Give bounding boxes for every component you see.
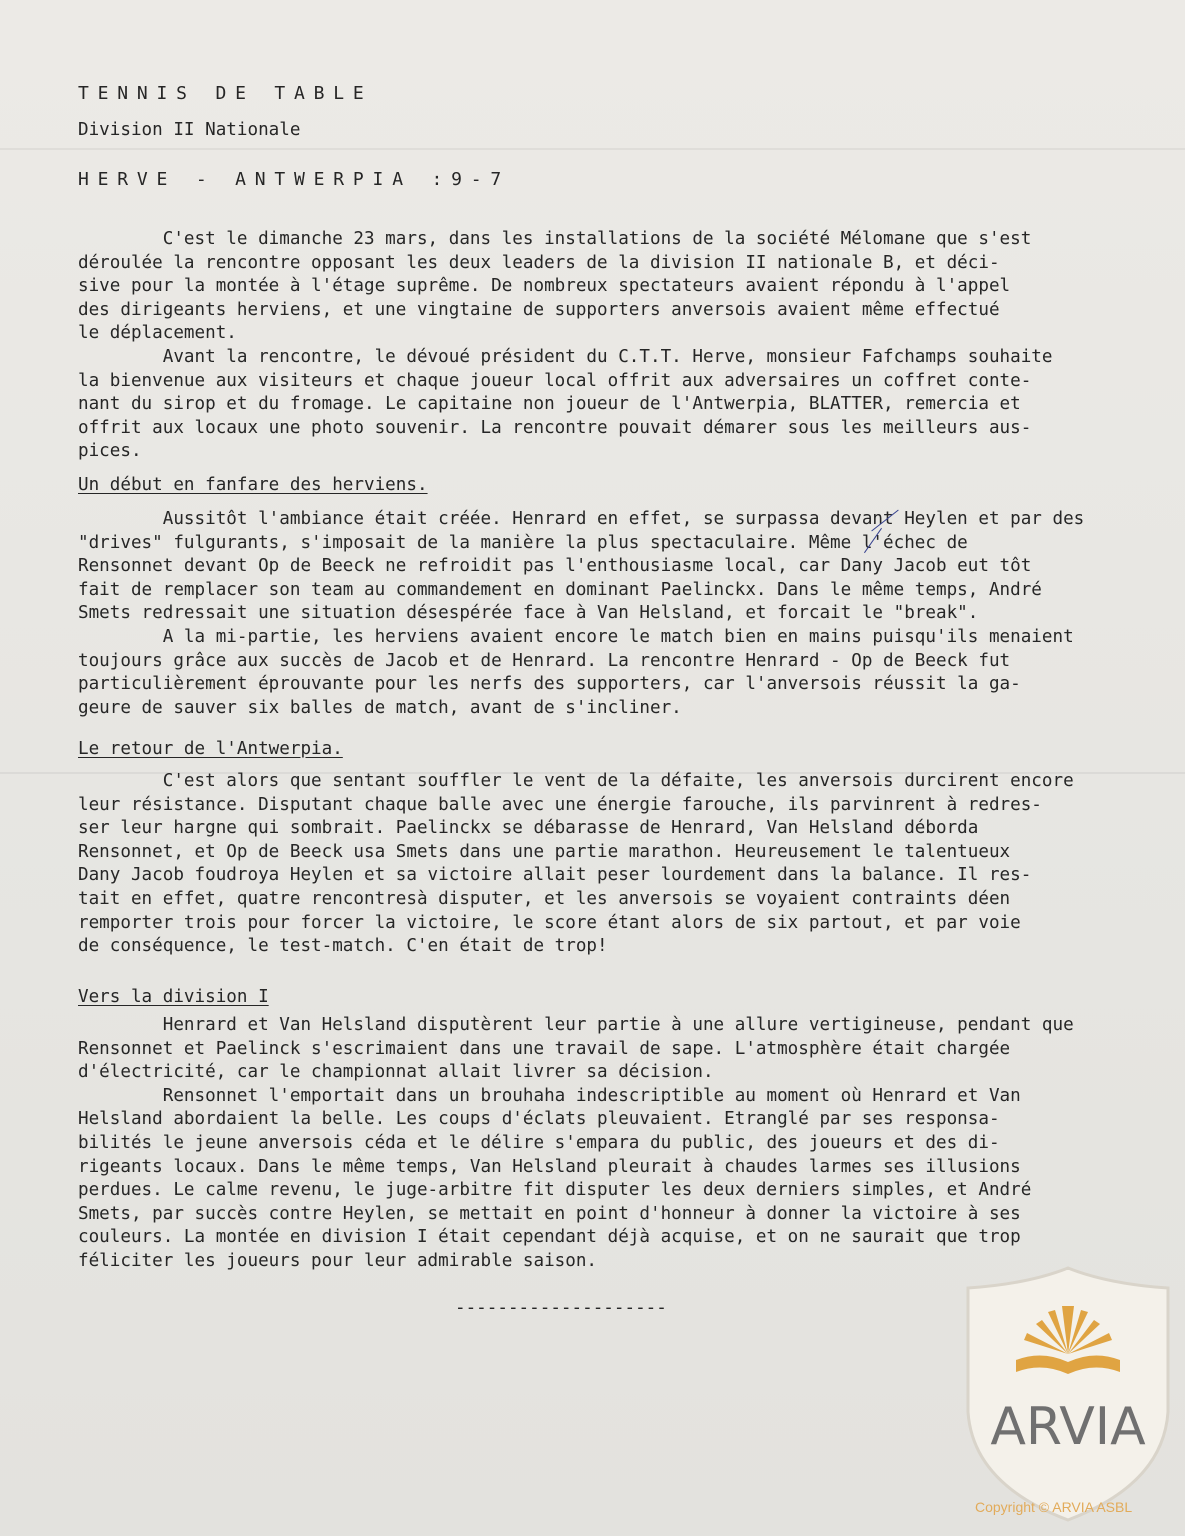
logo-text: ARVIA bbox=[990, 1397, 1146, 1457]
text-line: pices. bbox=[78, 441, 142, 462]
text-line: perdues. Le calme revenu, le juge-arbitre fit disputer les deux derniers simples, et André bbox=[78, 1180, 1032, 1201]
text-line: fait de remplacer son team au commandement en dominant Paelinckx. Dans le même temps, André bbox=[78, 579, 1042, 600]
text-line: offrit aux locaux une photo souvenir. La rencontre pouvait démarer sous les meilleurs aus- bbox=[78, 417, 1032, 438]
text-line: de conséquence, le test-match. C'en était de trop! bbox=[78, 936, 608, 957]
text-line: geure de sauver six balles de match, avant de s'incliner. bbox=[78, 697, 682, 718]
text-line: Rensonnet devant Op de Beeck ne refroidit pas l'enthousiasme local, car Dany Jacob eut tôt bbox=[78, 556, 1032, 577]
text-line: Smets, par succès contre Heylen, se mettait en point d'honneur à donner la victoire à ses bbox=[78, 1203, 1021, 1224]
text-line: le déplacement. bbox=[78, 323, 237, 344]
text-line: des dirigeants herviens, et une vingtaine de supporters anversois avaient même effectué bbox=[78, 299, 1000, 320]
text-line: féliciter les joueurs pour leur admirable saison. bbox=[78, 1250, 598, 1271]
text-line: la bienvenue aux visiteurs et chaque joueur local offrit aux adversaires un coffret conte- bbox=[78, 370, 1032, 391]
copyright-notice: Copyright © ARVIA ASBL bbox=[975, 1499, 1133, 1515]
arvia-watermark-logo bbox=[958, 1262, 1178, 1524]
text-line: Rensonnet et Paelinck s'escrimaient dans une travail de sape. L'atmosphère était chargée bbox=[78, 1038, 1011, 1059]
text-line: Smets redressait une situation désespérée face à Van Helsland, et forcait le "break". bbox=[78, 603, 979, 624]
document-heading: TENNIS DE TABLE bbox=[78, 83, 373, 104]
section-heading: Le retour de l'Antwerpia. bbox=[78, 739, 343, 759]
text-line: "drives" fulgurants, s'imposait de la manière la plus spectaculaire. Même l'échec de bbox=[78, 532, 968, 553]
text-line: leur résistance. Disputant chaque balle avec une énergie farouche, ils parvinrent à redres- bbox=[78, 794, 1042, 815]
intro-paragraphs bbox=[78, 228, 1053, 464]
text-line: A la mi-partie, les herviens avaient encore le match bien en mains puisqu'ils menaient bbox=[78, 626, 1074, 647]
text-line: C'est le dimanche 23 mars, dans les installations de la société Mélomane que s'est bbox=[78, 229, 1032, 249]
text-line: sive pour la montée à l'étage suprême. De nombreux spectateurs avaient répondu à l'appel bbox=[78, 276, 1011, 297]
text-line: Dany Jacob foudroya Heylen et sa victoire allait peser lourdement dans la balance. Il res- bbox=[78, 865, 1032, 886]
section-body bbox=[78, 770, 1074, 959]
text-line: Henrard et Van Helsland disputèrent leur partie à une allure vertigineuse, pendant que bbox=[78, 1015, 1074, 1035]
shield-shape bbox=[968, 1268, 1168, 1520]
text-line: tait en effet, quatre rencontresà disputer, et les anversois se voyaient contraints déen bbox=[78, 888, 1011, 909]
text-line: Avant la rencontre, le dévoué président du C.T.T. Herve, monsieur Fafchamps souhaite bbox=[78, 346, 1053, 367]
section-heading: Un début en fanfare des herviens. bbox=[78, 475, 428, 495]
text-line: remporter trois pour forcer la victoire, le score étant alors de six partout, et par voie bbox=[78, 912, 1021, 933]
text-line: Helsland abordaient la belle. Les coups d'éclats pleuvaient. Etranglé par ses responsa- bbox=[78, 1109, 1000, 1130]
text-line: Rensonnet, et Op de Beeck usa Smets dans une partie marathon. Heureusement le talentueux bbox=[78, 841, 1011, 862]
section-heading: Vers la division I bbox=[78, 987, 269, 1007]
text-line: C'est alors que sentant souffler le vent de la défaite, les anversois durcirent encore bbox=[78, 771, 1074, 791]
text-line: rigeants locaux. Dans le même temps, Van Helsland pleurait à chaudes larmes ses illusions bbox=[78, 1156, 1021, 1177]
text-line: d'électricité, car le championnat allait livrer sa décision. bbox=[78, 1062, 714, 1083]
text-line: Rensonnet l'emportait dans un brouhaha indescriptible au moment où Henrard et Van bbox=[78, 1085, 1021, 1106]
text-line: toujours grâce aux succès de Jacob et de Henrard. La rencontre Henrard - Op de Beeck fut bbox=[78, 650, 1011, 671]
match-title: HERVE - ANTWERPIA :9-7 bbox=[78, 169, 511, 190]
text-line: déroulée la rencontre opposant les deux leaders de la division II nationale B, et déci- bbox=[78, 252, 1000, 273]
text-line: Aussitôt l'ambiance était créée. Henrard en effet, se surpassa devant Heylen et par des bbox=[78, 509, 1085, 529]
paper-fold-line bbox=[0, 148, 1185, 150]
text-line: ser leur hargne qui sombrait. Paelinckx se débarasse de Henrard, Van Helsland déborda bbox=[78, 818, 979, 839]
division-subtitle: Division II Nationale bbox=[78, 120, 301, 140]
section-body bbox=[78, 1014, 1074, 1274]
text-line: bilités le jeune anversois céda et le délire s'empara du public, des joueurs et des di- bbox=[78, 1132, 1000, 1153]
section-body bbox=[78, 508, 1084, 720]
text-line: couleurs. La montée en division I était cependant déjà acquise, et on ne saurait que trop bbox=[78, 1227, 1021, 1248]
text-line: nant du sirop et du fromage. Le capitaine non joueur de l'Antwerpia, BLATTER, remercia et bbox=[78, 394, 1021, 415]
text-line: particulièrement éprouvante pour les nerfs des supporters, car l'anversois réussit la ga- bbox=[78, 674, 1021, 695]
end-rule: -------------------- bbox=[455, 1298, 667, 1318]
